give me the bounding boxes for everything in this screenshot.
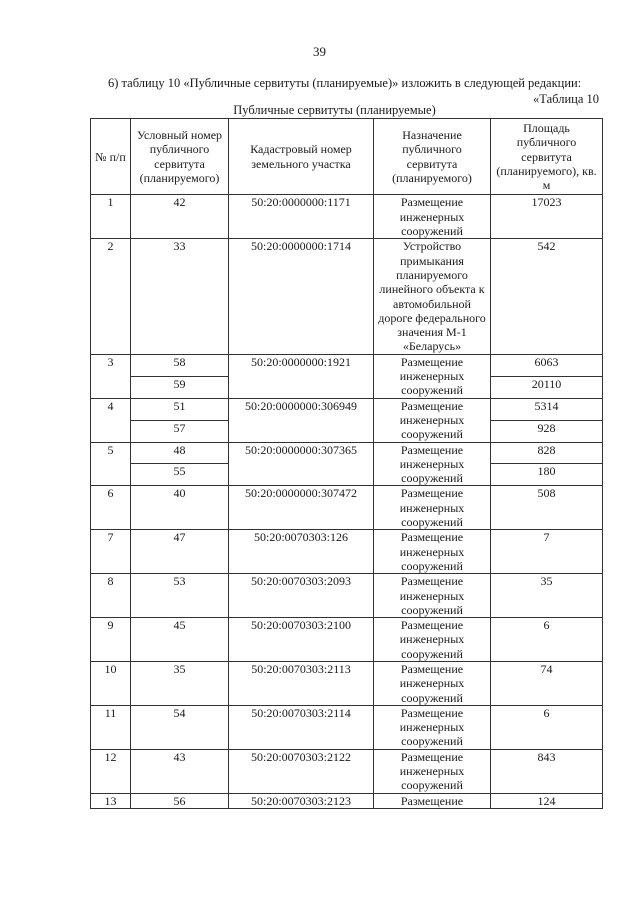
row-number: 3 [91,354,131,398]
conditional-number: 55 [131,464,229,486]
purpose: Размещение инженерных сооружений [374,442,491,486]
cadastral-number: 50:20:0070303:2122 [229,749,374,793]
cadastral-number: 50:20:0000000:1714 [229,239,374,354]
purpose: Устройство примыкания планируемого линейного объекта к автомобильной дороге федерального значения М-1 «Беларусь» [374,239,491,354]
table-body [91,195,603,808]
row-number: 2 [91,239,131,354]
page-number: 39 [313,44,326,59]
cadastral-number: 50:20:0000000:306949 [229,398,374,442]
table-caption: Публичные сервитуты (планируемые) [233,103,436,117]
cadastral-number: 50:20:0070303:2114 [229,705,374,749]
conditional-number: 53 [131,574,229,618]
conditional-number: 59 [131,376,229,398]
conditional-number: 47 [131,530,229,574]
purpose: Размещение инженерных сооружений [374,398,491,442]
table-row [91,354,603,376]
conditional-number: 56 [131,793,229,808]
conditional-number: 58 [131,354,229,376]
purpose: Размещение [374,793,491,808]
row-number: 1 [91,195,131,239]
intro-text: 6) таблицу 10 «Публичные сервитуты (планируемые)» изложить в следующей редакции: [108,76,582,90]
table-row [91,793,603,808]
purpose: Размещение инженерных сооружений [374,618,491,662]
row-number: 8 [91,574,131,618]
table-row [91,530,603,574]
row-number: 10 [91,661,131,705]
area-sq-m: 6063 [491,354,603,376]
area-sq-m: 7 [491,530,603,574]
row-number: 9 [91,618,131,662]
area-sq-m: 124 [491,793,603,808]
row-number: 12 [91,749,131,793]
area-sq-m: 17023 [491,195,603,239]
cadastral-number: 50:20:0070303:2093 [229,574,374,618]
servitudes-table [90,118,603,809]
purpose: Размещение инженерных сооружений [374,354,491,398]
purpose: Размещение инженерных сооружений [374,749,491,793]
conditional-number: 33 [131,239,229,354]
conditional-number: 51 [131,398,229,420]
conditional-number: 48 [131,442,229,464]
conditional-number: 54 [131,705,229,749]
area-sq-m: 542 [491,239,603,354]
header-conditional-number: Условный номер публичного сервитута (планируемого) [131,119,229,195]
conditional-number: 42 [131,195,229,239]
cadastral-number: 50:20:0000000:307365 [229,442,374,486]
table-row [91,749,603,793]
purpose: Размещение инженерных сооружений [374,705,491,749]
purpose: Размещение инженерных сооружений [374,530,491,574]
area-sq-m: 828 [491,442,603,464]
purpose: Размещение инженерных сооружений [374,486,491,530]
header-cadastral-number: Кадастровый номер земельного участка [229,119,374,195]
table-reference: «Таблица 10 [533,92,599,106]
cadastral-number: 50:20:0000000:1171 [229,195,374,239]
conditional-number: 40 [131,486,229,530]
row-number: 13 [91,793,131,808]
cadastral-number: 50:20:0070303:2100 [229,618,374,662]
cadastral-number: 50:20:0000000:1921 [229,354,374,398]
table-row [91,239,603,354]
table-row [91,442,603,464]
area-sq-m: 508 [491,486,603,530]
row-number: 11 [91,705,131,749]
area-sq-m: 6 [491,618,603,662]
purpose: Размещение инженерных сооружений [374,574,491,618]
purpose: Размещение инженерных сооружений [374,195,491,239]
row-number: 5 [91,442,131,486]
area-sq-m: 843 [491,749,603,793]
cadastral-number: 50:20:0070303:2113 [229,661,374,705]
area-sq-m: 35 [491,574,603,618]
cadastral-number: 50:20:0070303:126 [229,530,374,574]
table-row [91,195,603,239]
table-row [91,661,603,705]
header-area: Площадь публичного сервитута (планируемого), кв. м [491,119,603,195]
table-row [91,705,603,749]
table-row [91,398,603,420]
row-number: 4 [91,398,131,442]
area-sq-m: 6 [491,705,603,749]
conditional-number: 43 [131,749,229,793]
cadastral-number: 50:20:0000000:307472 [229,486,374,530]
table-row [91,574,603,618]
row-number: 7 [91,530,131,574]
conditional-number: 45 [131,618,229,662]
area-sq-m: 928 [491,420,603,442]
header-purpose: Назначение публичного сервитута (планируемого) [374,119,491,195]
purpose: Размещение инженерных сооружений [374,661,491,705]
row-number: 6 [91,486,131,530]
table-row [91,486,603,530]
area-sq-m: 5314 [491,398,603,420]
area-sq-m: 20110 [491,376,603,398]
area-sq-m: 74 [491,661,603,705]
header-num: № п/п [91,119,131,195]
area-sq-m: 180 [491,464,603,486]
cadastral-number: 50:20:0070303:2123 [229,793,374,808]
conditional-number: 35 [131,661,229,705]
conditional-number: 57 [131,420,229,442]
table-row [91,618,603,662]
table-header-row [91,119,603,195]
